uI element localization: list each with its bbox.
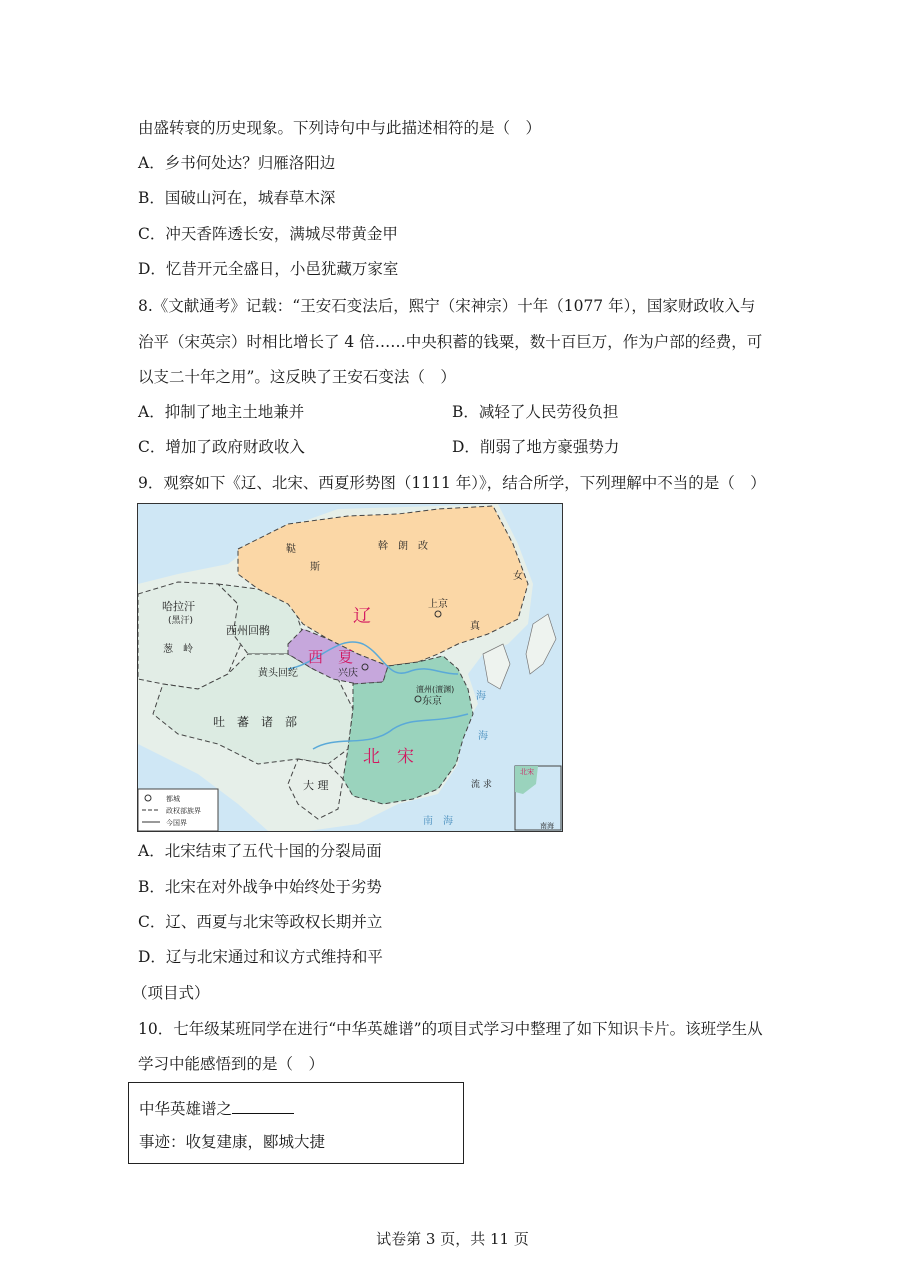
- label-nuzhen-1: 女: [513, 571, 523, 582]
- label-shangjing: 上京: [428, 599, 448, 610]
- q7-option-d: D．忆昔开元全盛日，小邑犹藏万家室: [138, 260, 399, 278]
- label-chanzhou: 澶州(澶渊): [416, 685, 455, 694]
- label-taiwan: 流 求: [471, 780, 492, 790]
- q9-option-a: A．北宋结束了五代十国的分裂局面: [138, 842, 382, 860]
- q8-stem-line-3: 以支二十年之用”。这反映了王安石变法（ ）: [138, 368, 456, 386]
- q8-option-c: C．增加了政府财政收入: [138, 438, 305, 456]
- q8-stem-line-1: 8.《文献通考》记载：“王安石变法后，熙宁（宋神宗）十年（1077 年），国家财政收入与: [138, 297, 756, 315]
- label-mongol-1: 鞑: [286, 544, 296, 555]
- card-title-row: [139, 1097, 294, 1120]
- label-dongjing: 东京: [422, 696, 442, 707]
- q9-option-d: D．辽与北宋通过和议方式维持和平: [138, 948, 383, 966]
- label-tubo: 吐 蕃 诸 部: [213, 715, 298, 729]
- q8-option-b: B．减轻了人民劳役负担: [452, 403, 619, 421]
- q8-option-a: A．抑制了地主土地兼并: [138, 403, 305, 421]
- label-congling: 葱 岭: [163, 644, 193, 655]
- legend-label-border: 政权部族界: [166, 807, 201, 815]
- legend-label-capital: 都城: [166, 795, 180, 803]
- map-svg: [138, 504, 562, 831]
- q7-option-a: A．乡书何处达？归雁洛阳边: [138, 154, 336, 172]
- label-sea-east: 海: [478, 731, 488, 742]
- label-liao: 辽: [353, 606, 371, 627]
- label-sea-south: 南 海: [423, 816, 453, 827]
- liao-song-xixia-map: [137, 503, 563, 832]
- q8-stem-line-2: 治平（宋英宗）时相比增长了 4 倍……中央积蓄的钱粟，数十百巨万，作为户部的经费，可: [138, 333, 763, 351]
- label-song: 北 宋: [363, 747, 414, 767]
- label-sea-yellow: 海: [476, 691, 486, 702]
- label-inset-south: 南海: [540, 822, 554, 830]
- label-xingqing: 兴庆: [338, 668, 358, 679]
- legend-label-modern-border: 今国界: [166, 819, 187, 827]
- label-dali: 大 理: [303, 779, 329, 792]
- project-tag: （项目式）: [132, 984, 210, 1002]
- label-nuzhen-2: 真: [470, 621, 480, 632]
- card-title: 中华英雄谱之: [139, 1100, 233, 1118]
- japan-islands: [526, 614, 556, 674]
- label-kara-sub: (黑汗): [168, 616, 194, 626]
- page-footer: 试卷第 3 页，共 11 页: [376, 1230, 529, 1248]
- label-woru: 斡 朗 改: [378, 541, 428, 552]
- label-inset-top: 北宋: [520, 768, 534, 776]
- q9-option-b: B．北宋在对外战争中始终处于劣势: [138, 878, 382, 896]
- card-deed: 事迹：收复建康，郾城大捷: [139, 1133, 326, 1151]
- card-title-blank: [232, 1097, 294, 1114]
- q8-option-d: D．削弱了地方豪强势力: [452, 438, 620, 456]
- label-xixia: 西 夏: [308, 648, 354, 666]
- label-kara: 哈拉汗: [162, 600, 195, 613]
- label-mongol-2: 斯: [310, 562, 320, 573]
- q7-stem-tail: 由盛转衰的历史现象。下列诗句中与此描述相符的是（ ）: [138, 119, 542, 137]
- q7-option-c: C．冲天香阵透长安，满城尽带黄金甲: [138, 225, 398, 243]
- q7-option-b: B．国破山河在，城春草木深: [138, 189, 336, 207]
- q10-stem-line-2: 学习中能感悟到的是（ ）: [138, 1055, 325, 1073]
- label-huangtou: 黄头回纥: [258, 668, 298, 679]
- q9-option-c: C．辽、西夏与北宋等政权长期并立: [138, 913, 383, 931]
- hero-knowledge-card: [128, 1082, 464, 1164]
- q10-stem-line-1: 10．七年级某班同学在进行“中华英雄谱”的项目式学习中整理了如下知识卡片。该班学生从: [138, 1020, 763, 1038]
- label-xizhou: 西州回鹘: [226, 624, 270, 637]
- q9-stem: 9．观察如下《辽、北宋、西夏形势图（1111 年）》，结合所学，下列理解中不当的是（ ）: [138, 474, 766, 492]
